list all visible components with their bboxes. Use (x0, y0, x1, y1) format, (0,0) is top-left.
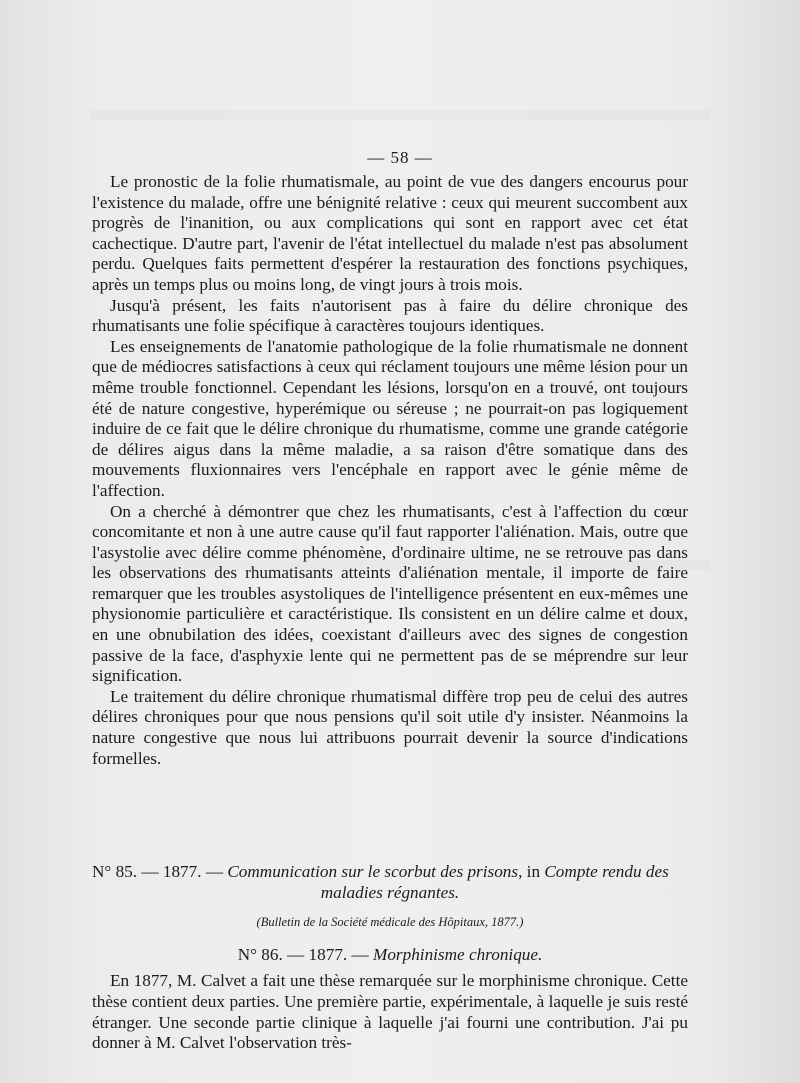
entry-86-text: En 1877, M. Calvet a fait une thèse remarquée sur le morphinisme chronique. Cette thèse contient deux parties. Une première partie, expérimentale, à laquelle je suis resté étranger. Une seconde partie clinique à laquelle j'ai fourni une contribution. J'ai pu donner à M. Calvet l'observation très- (92, 971, 688, 1053)
entry-86-title: Morphinisme chronique. (373, 944, 543, 964)
paragraph-specificity: Jusqu'à présent, les faits n'autorisent pas à faire du délire chronique des rhumatisants une folie spécifique à caractères toujours identiques. (92, 295, 688, 336)
paragraph-treatment: Le traitement du délire chronique rhumatismal diffère trop peu de celui des autres délires chroniques pour que nous pensions qu'il soit utile d'y insister. Néanmoins la nature congestive que nous lui attribuons pourrait devenir la source d'indications formelles. (92, 686, 688, 768)
paragraph-heart-affection: On a cherché à démontrer que chez les rhumatisants, c'est à l'affection du cœur concomitante et non à une autre cause qu'il faut rapporter l'aliénation. Mais, outre que l'asystolie avec délire comme phénomène, d'ordinaire ultime, ne se retrouve pas dans les observations des rhumatisants atteints d'aliénation mentale, il importe de faire remarquer que les troubles asystoliques de l'intelligence présentent en eux-mêmes une physionomie particulière et caractéristique. Ils consistent en un délire calme et doux, en une obnubilation des idées, coexistant d'ailleurs avec des signes de congestion passive de la face, d'asphyxie lente qui ne permettent pas de se méprendre sur leur signification. (92, 501, 688, 686)
entry-86-heading (92, 945, 688, 966)
entry-85-title: Communication sur le scorbut des prisons, (227, 862, 523, 881)
show-through-shadow (90, 110, 710, 120)
entry-85-number: N° 85. — 1877. — (92, 862, 224, 881)
entry-85-heading (92, 862, 688, 883)
main-text (92, 172, 688, 769)
paragraph-prognosis: Le pronostic de la folie rhumatismale, au point de vue des dangers encourus pour l'existence du malade, offre une bénignité relative : ceux qui meurent succombent aux progrès de l'inanition, ou aux complications qui sont en rapport avec cet état cachectique. D'autre part, l'avenir de l'état intellectuel du malade n'est pas absolument perdu. Quelques faits permettent d'espérer la restauration des fonctions psychiques, après un temps plus ou moins long, de vingt jours à trois mois. (92, 172, 688, 294)
entry-85-publication: Compte rendu des (544, 862, 669, 881)
entry-85-source: (Bulletin de la Société médicale des Hôpitaux, 1877.) (256, 915, 524, 930)
entry-86-number: N° 86. — 1877. — (237, 944, 369, 964)
entry-85-connector: in (526, 862, 541, 881)
entry-85-title-continued: maladies régnantes. (320, 882, 460, 902)
paragraph-anatomy: Les enseignements de l'anatomie pathologique de la folie rhumatismale ne donnent que de médiocres satisfactions à ceux qui réclament toujours une même lésion pour un même trouble fonctionnel. Cependant les lésions, lorsqu'on en a trouvé, ont toujours été de nature congestive, hyperémique ou séreuse ; ne pourrait-on pas logiquement induire de ce fait que le délire chronique du rhumatisme, comme une grande catégorie de délires aigus dans la même maladie, a sa raison d'être somatique dans des mouvements fluxionnaires vers l'encéphale en rapport avec le génie même de l'affection. (92, 336, 688, 500)
bibliography-entries (92, 862, 688, 1054)
page-number: — 58 — (367, 148, 433, 167)
